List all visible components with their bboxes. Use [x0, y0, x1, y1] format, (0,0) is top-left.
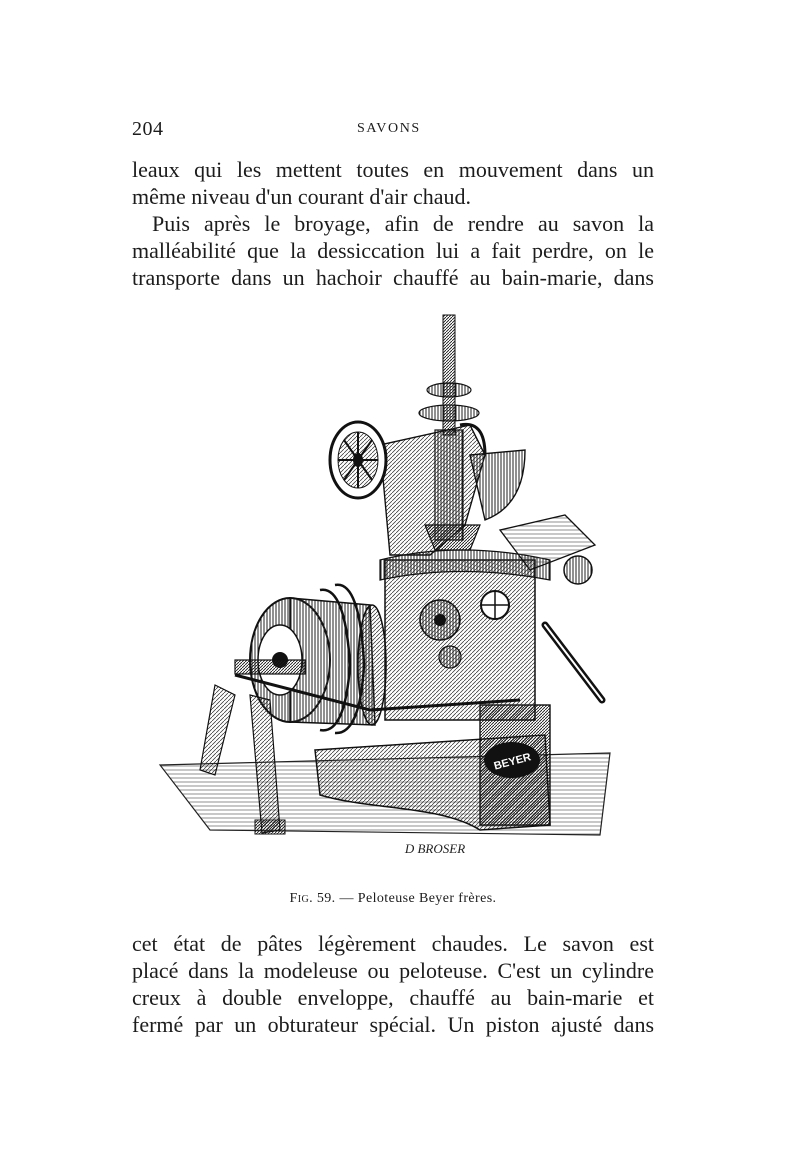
top-paragraph	[132, 156, 654, 291]
bottom-paragraph	[132, 930, 654, 1038]
sector-wheel	[470, 450, 525, 520]
running-head: SAVONS	[357, 121, 421, 136]
peloteuse-engraving	[140, 305, 660, 865]
text-line: leaux qui les mettent toutes en mouvement dans un	[132, 157, 654, 182]
text-line: placé dans la modeleuse ou peloteuse. C'est un cylindre	[132, 958, 654, 983]
text-line: malléabilité que la dessiccation lui a fait perdre, on le	[132, 238, 654, 263]
caption-label: Fig. 59.	[289, 891, 336, 906]
caption-text: — Peloteuse Beyer frères.	[339, 891, 497, 906]
engraver-signature: D BROSER	[404, 841, 466, 856]
page-header	[132, 118, 654, 144]
figure-illustration	[140, 305, 660, 865]
text-line: cet état de pâtes légèrement chaudes. Le savon est	[132, 931, 654, 956]
text-line: transporte dans un hachoir chauffé au bain-marie, dans	[132, 265, 654, 290]
text-line: même niveau d'un courant d'air chaud.	[132, 184, 472, 209]
text-line: creux à double enveloppe, chauffé au bain-marie et	[132, 985, 654, 1010]
text-line: Puis après le broyage, afin de rendre au savon la	[152, 211, 654, 236]
nameplate: BEYER	[492, 751, 533, 773]
page-number: 204	[132, 118, 164, 140]
text-line: fermé par un obturateur spécial. Un piston ajusté dans	[132, 1012, 654, 1037]
figure-caption	[132, 891, 654, 907]
